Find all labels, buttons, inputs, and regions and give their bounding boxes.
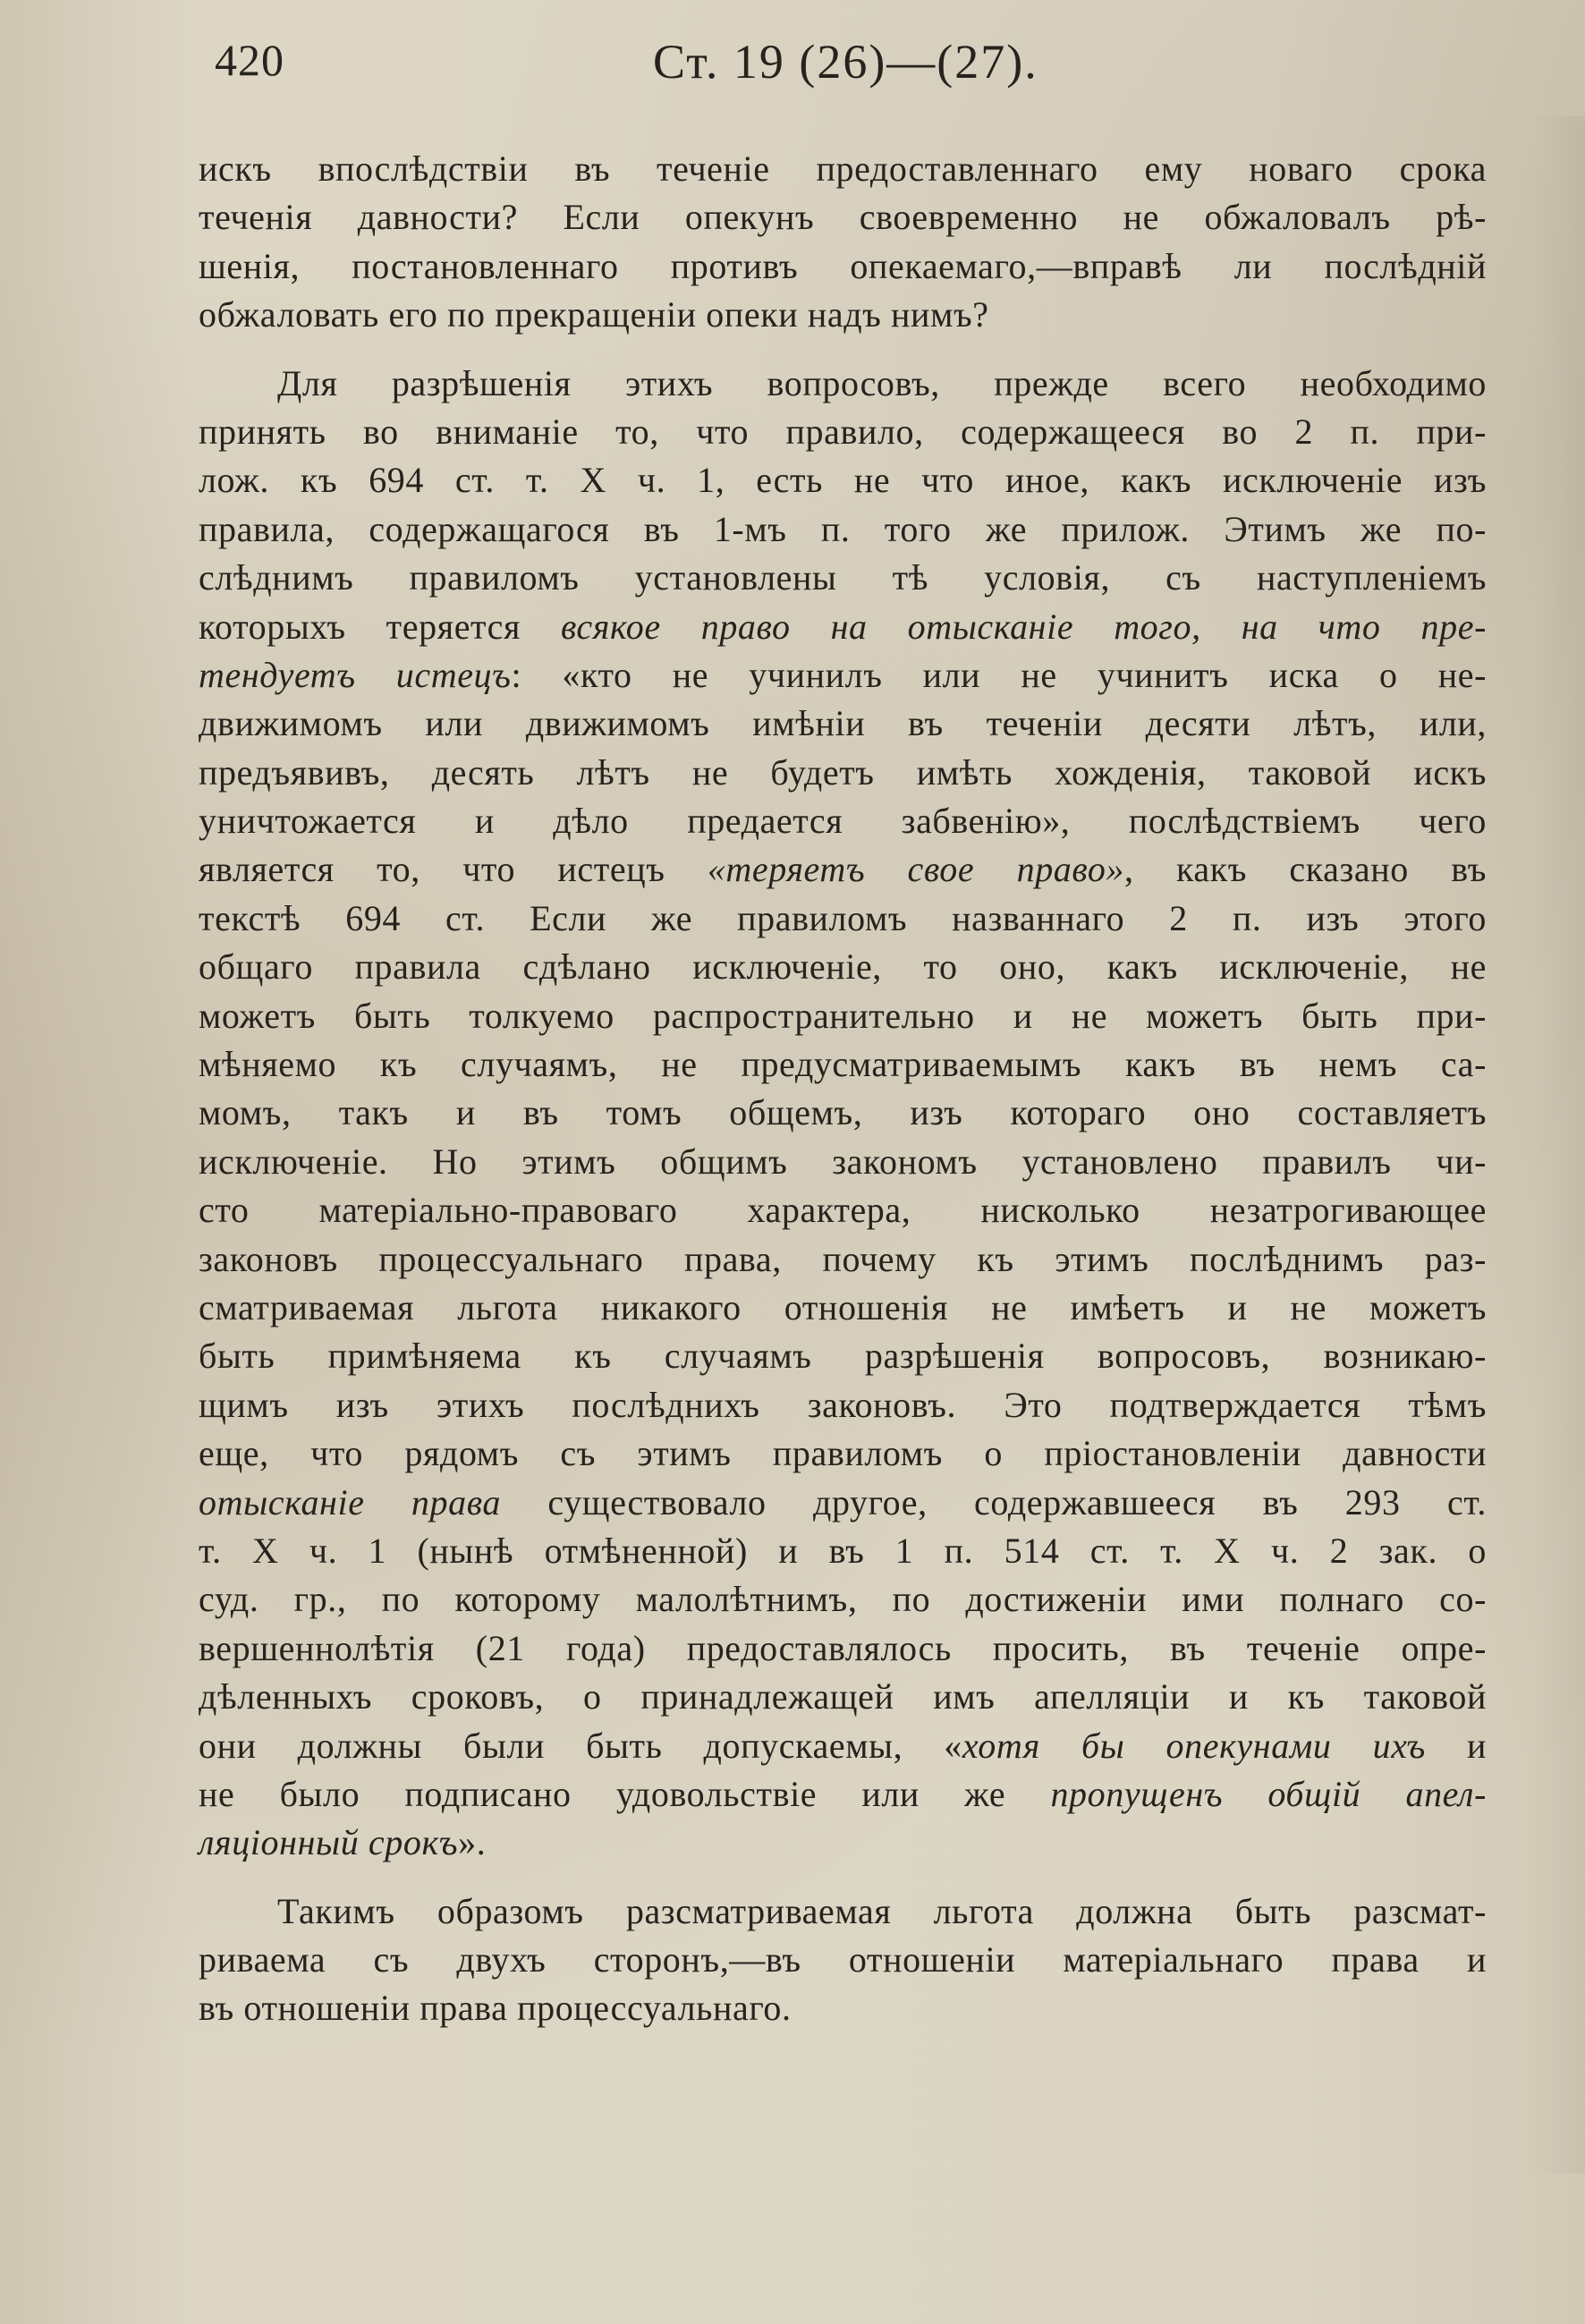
text-line: исключеніе. Но этимъ общимъ закономъ установлено правилъ чи-	[199, 1141, 1487, 1182]
text-line: текстѣ 694 ст. Если же правиломъ названнаго 2 п. изъ этого	[199, 897, 1487, 938]
paragraph	[199, 145, 1487, 340]
text-line: еще, что рядомъ съ этимъ правиломъ о пріостановленіи давности	[199, 1433, 1487, 1474]
text-line: которыхъ теряется всякое право на отысканіе того, на что пре-	[199, 606, 1488, 647]
running-head: Ст. 19 (26)—(27).	[653, 35, 1038, 89]
text-line: уничтожается и дѣло предается забвенію», послѣдствіемъ чего	[199, 801, 1487, 842]
text-line: тендуетъ истецъ: «кто не учинилъ или не учинитъ иска о не-	[199, 654, 1487, 695]
text-line: шенія, постановленнаго противъ опекаемаго,—вправѣ ли послѣдній	[199, 245, 1487, 286]
text-line: вершеннолѣтія (21 года) предоставлялось просить, въ теченіе опре-	[199, 1627, 1487, 1668]
page-edge-shadow	[1531, 116, 1585, 2174]
text-line: сто матеріально-правоваго характера, нисколько незатрогивающее	[199, 1190, 1487, 1231]
text-line: правила, содержащагося въ 1-мъ п. того же прилож. Этимъ же по-	[199, 508, 1487, 549]
text-line: принять во вниманіе то, что правило, содержащееся во 2 п. при-	[199, 411, 1487, 452]
text-line: отысканіе права существовало другое, содержавшееся въ 293 ст.	[199, 1481, 1487, 1522]
text-line: они должны были быть допускаемы, «хотя бы опекунами ихъ и	[199, 1725, 1487, 1766]
body-text	[199, 145, 1487, 2033]
italic-emphasis: всякое право на отысканіе того, на что пре-	[561, 606, 1488, 647]
text-line: можетъ быть толкуемо распространительно и не можетъ быть при-	[199, 995, 1487, 1036]
paragraph	[199, 1887, 1487, 2033]
paragraph-gap	[199, 1868, 1487, 1887]
italic-emphasis: отысканіе права	[199, 1481, 502, 1522]
text-line: щимъ изъ этихъ послѣднихъ законовъ. Это подтверждается тѣмъ	[199, 1384, 1487, 1425]
text-line: въ отношеніи права процессуальнаго.	[199, 1988, 792, 2029]
italic-emphasis: пропущенъ общій апел-	[1050, 1773, 1487, 1814]
text-line: является то, что истецъ «теряетъ свое право», какъ сказано въ	[199, 849, 1487, 890]
text-line: обжаловать его по прекращеніи опеки надъ нимъ?	[199, 294, 989, 335]
page-number: 420	[215, 35, 284, 85]
text-line: лож. къ 694 ст. т. X ч. 1, есть не что иное, какъ исключеніе изъ	[199, 460, 1487, 501]
text-line: законовъ процессуальнаго права, почему къ этимъ послѣднимъ раз-	[199, 1238, 1487, 1279]
italic-emphasis: ляціонный срокъ	[199, 1822, 459, 1863]
italic-emphasis: «теряетъ свое право»	[707, 849, 1125, 890]
text-line: риваема съ двухъ сторонъ,—въ отношеніи матеріальнаго права и	[199, 1939, 1487, 1980]
text-line: мѣняемо къ случаямъ, не предусматриваемымъ какъ въ немъ са-	[199, 1044, 1487, 1085]
text-line: теченія давности? Если опекунъ своевременно не обжаловалъ рѣ-	[199, 197, 1487, 238]
text-line: ляціонный срокъ».	[199, 1822, 487, 1863]
text-line: суд. гр., по которому малолѣтнимъ, по достиженіи ими полнаго со-	[199, 1579, 1487, 1620]
text-line: сматриваемая льгота никакого отношенія не имѣетъ и не можетъ	[199, 1286, 1487, 1327]
text-line: слѣднимъ правиломъ установлены тѣ условія, съ наступленіемъ	[199, 557, 1487, 598]
text-line: движимомъ или движимомъ имѣніи въ теченіи десяти лѣтъ, или,	[199, 703, 1487, 744]
paragraph-gap	[199, 340, 1487, 360]
text-line: не было подписано удовольствіе или же пропущенъ общій апел-	[199, 1773, 1487, 1814]
italic-emphasis: тендуетъ истецъ	[199, 654, 512, 695]
paragraph	[199, 360, 1487, 1868]
text-line: момъ, такъ и въ томъ общемъ, изъ котораго оно составляетъ	[199, 1092, 1487, 1133]
text-line: искъ впослѣдствіи въ теченіе предоставленнаго ему новаго срока	[199, 148, 1487, 189]
text-line: быть примѣняема къ случаямъ разрѣшенія вопросовъ, возникаю-	[199, 1336, 1487, 1377]
text-line: Такимъ образомъ разсматриваемая льгота должна быть разсмат-	[277, 1890, 1487, 1931]
italic-emphasis: хотя бы опекунами ихъ	[962, 1725, 1426, 1766]
text-line: Для разрѣшенія этихъ вопросовъ, прежде всего необходимо	[277, 362, 1487, 403]
text-line: предъявивъ, десять лѣтъ не будетъ имѣть хожденія, таковой искъ	[199, 751, 1487, 793]
text-line: т. X ч. 1 (нынѣ отмѣненной) и въ 1 п. 514 ст. т. X ч. 2 зак. о	[199, 1530, 1487, 1571]
page-header	[215, 34, 1485, 97]
text-line: дѣленныхъ сроковъ, о принадлежащей имъ апелляціи и къ таковой	[199, 1676, 1487, 1718]
text-line: общаго правила сдѣлано исключеніе, то оно, какъ исключеніе, не	[199, 946, 1487, 988]
